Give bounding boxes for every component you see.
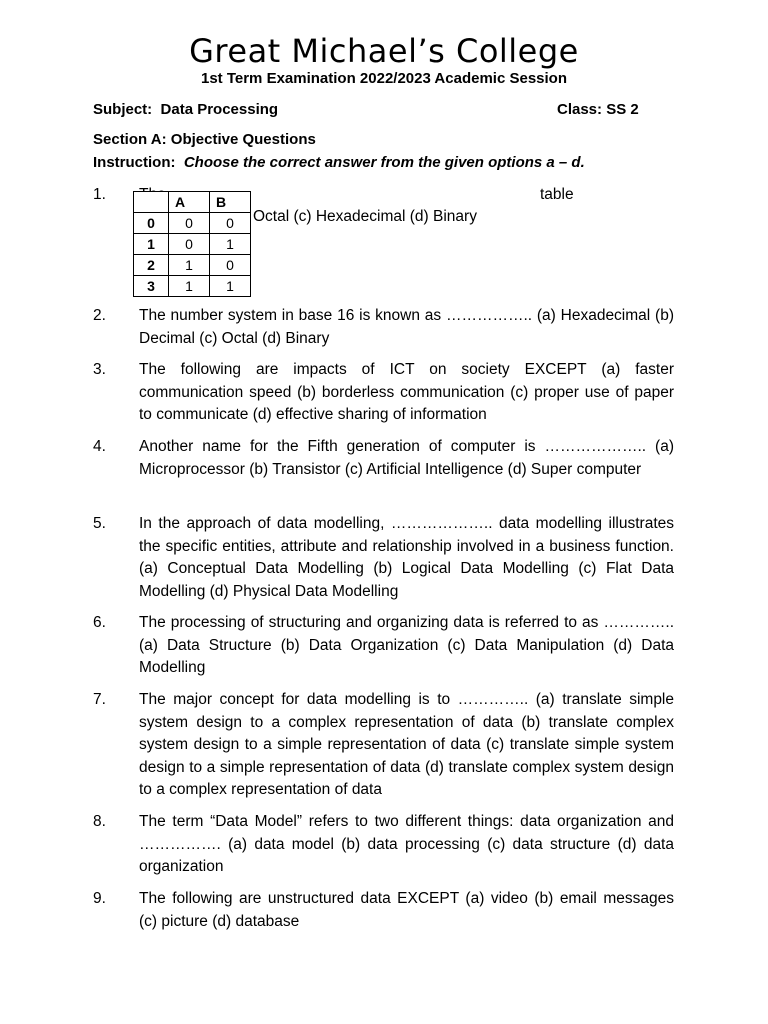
question-item	[93, 436, 674, 481]
question-number: 2.	[93, 307, 106, 324]
question-number: 7.	[93, 691, 106, 708]
table-cell: 1	[169, 276, 210, 297]
question-item	[93, 513, 674, 603]
question-text: The number system in base 16 is known as …………….. (a) Hexadecimal (b) Decimal (c) Octal (d) Binary	[139, 307, 674, 347]
question-text: The following are unstructured data EXCEPT (a) video (b) email messages (c) picture (d) database	[139, 890, 674, 930]
question-number: 6.	[93, 614, 106, 631]
table-row-label: 0	[134, 213, 169, 234]
question-number: 3.	[93, 361, 106, 378]
table-cell: 0	[169, 213, 210, 234]
question-text: Another name for the Fifth generation of computer is ……………….. (a) Microprocessor (b) Transistor (c) Artificial Intelligence (d) Super computer	[139, 438, 674, 478]
instruction-line	[93, 154, 585, 171]
question-item	[93, 359, 674, 427]
question-text: The following are impacts of ICT on society EXCEPT (a) faster communication speed (b) borderless communication (c) proper use of paper to communicate (d) effective sharing of information	[139, 361, 674, 423]
table-cell: 1	[210, 276, 251, 297]
question-item	[93, 305, 674, 350]
table-header-row	[134, 192, 251, 213]
table-col-header: B	[210, 192, 251, 213]
question-item	[93, 612, 674, 680]
table-cell: 0	[210, 255, 251, 276]
table-row	[134, 234, 251, 255]
instruction-text: Choose the correct answer from the given options a – d.	[183, 154, 585, 171]
subject-label: Subject:	[93, 101, 153, 118]
table-cell: 0	[210, 213, 251, 234]
subject-line	[93, 101, 278, 118]
question-item	[93, 888, 674, 933]
page-title: Great Michael’s College	[189, 32, 579, 70]
table-cell: 1	[210, 234, 251, 255]
instruction-label: Instruction:	[93, 154, 176, 171]
question-1-number: 1.	[93, 186, 106, 203]
question-text: The term “Data Model” refers to two different things: data organization and ……………. (a) data model (b) data processing (c) data structure (d) data organization	[139, 813, 674, 875]
question-text: The processing of structuring and organizing data is referred to as ………….. (a) Data Structure (b) Data Organization (c) Data Manipulation (d) Data Modelling	[139, 614, 674, 676]
truth-table	[133, 191, 251, 297]
question-1-text-end: table	[540, 186, 574, 203]
subject-value: Data Processing	[160, 101, 279, 118]
question-number: 8.	[93, 813, 106, 830]
question-item	[93, 689, 674, 802]
section-heading: Section A: Objective Questions	[93, 131, 316, 148]
table-row-label: 1	[134, 234, 169, 255]
table-corner-cell	[134, 192, 169, 213]
question-1-options: Octal (c) Hexadecimal (d) Binary	[253, 208, 477, 225]
question-text: In the approach of data modelling, ……………….. data modelling illustrates the specific entities, attribute and relationship involved in a business function. (a) Conceptual Data Modelling (b) Logical Data Modelling (c) Flat Data Modelling (d) Physical Data Modelling	[139, 515, 674, 600]
class-label: Class: SS 2	[557, 101, 639, 118]
table-row	[134, 213, 251, 234]
exam-subtitle: 1st Term Examination 2022/2023 Academic Session	[200, 70, 567, 87]
table-cell: 0	[169, 234, 210, 255]
table-row	[134, 255, 251, 276]
table-cell: 1	[169, 255, 210, 276]
table-row-label: 2	[134, 255, 169, 276]
question-number: 5.	[93, 515, 106, 532]
question-item	[93, 811, 674, 879]
table-row-label: 3	[134, 276, 169, 297]
table-col-header: A	[169, 192, 210, 213]
question-text: The major concept for data modelling is to ………….. (a) translate simple system design to a complex representation of data (b) translate complex system design to a simple representation of data (c) translate simple system design to a simple representation of data (d) translate complex system design to a complex representation of data	[139, 691, 674, 798]
table-row	[134, 276, 251, 297]
question-number: 9.	[93, 890, 106, 907]
question-number: 4.	[93, 438, 106, 455]
